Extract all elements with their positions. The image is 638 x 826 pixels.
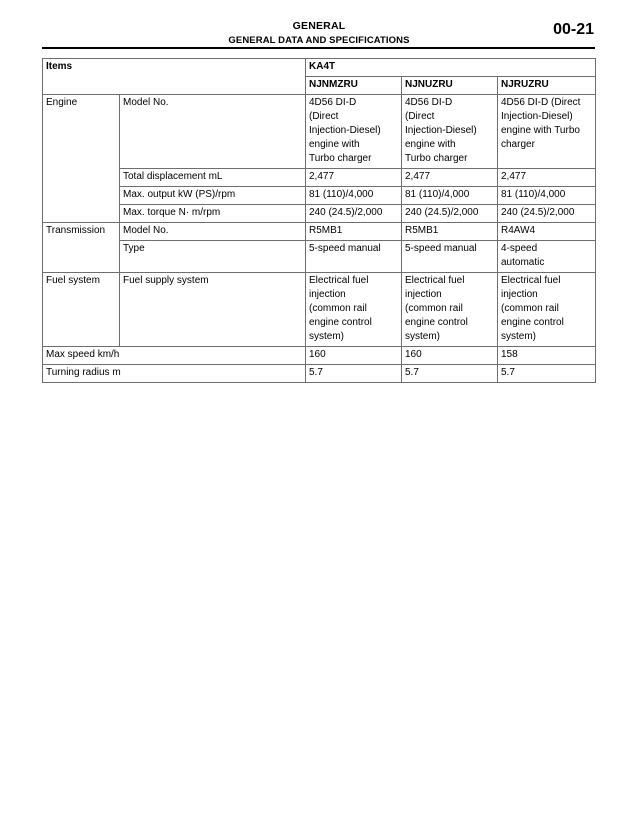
table-cell: 5.7 (402, 365, 498, 383)
table-row (43, 241, 596, 273)
table-cell: 240 (24.5)/2,000 (498, 205, 596, 223)
table-cell: 5.7 (498, 365, 596, 383)
row-label-cell: Max. torque N· m/rpm (120, 205, 306, 223)
table-cell: Electrical fuel injection (common rail engine control system) (498, 273, 596, 347)
table-cell: 160 (306, 347, 402, 365)
table-cell: 5.7 (306, 365, 402, 383)
table-row (43, 365, 596, 383)
table-cell: 240 (24.5)/2,000 (402, 205, 498, 223)
table-cell: 81 (110)/4,000 (306, 187, 402, 205)
page-number: 00-21 (553, 21, 594, 38)
table-cell: 160 (402, 347, 498, 365)
table-row (43, 187, 596, 205)
group-label-cell: Engine (43, 95, 120, 169)
page-subtitle: GENERAL DATA AND SPECIFICATIONS (228, 35, 410, 46)
table-row (43, 169, 596, 187)
group-label-blank (43, 187, 120, 205)
specifications-table (42, 58, 596, 383)
row-label-cell: Fuel supply system (120, 273, 306, 347)
table-cell: 4D56 DI-D (Direct Injection-Diesel) engine with Turbo charger (402, 95, 498, 169)
table-row (43, 95, 596, 169)
row-label-cell: Type (120, 241, 306, 273)
row-label-cell: Model No. (120, 223, 306, 241)
page-header (0, 0, 638, 50)
row-label-cell: Max. output kW (PS)/rpm (120, 187, 306, 205)
group-label-cell: Transmission (43, 223, 120, 241)
group-label-cell: Fuel system (43, 273, 120, 347)
table-row (43, 273, 596, 347)
table-row (43, 205, 596, 223)
group-label-blank (43, 241, 120, 273)
row-label-cell: Turning radius m (43, 365, 306, 383)
table-cell: 81 (110)/4,000 (498, 187, 596, 205)
model-code-header-cell: KA4T (306, 59, 596, 77)
page-section-title: GENERAL (292, 20, 346, 32)
table-cell: 240 (24.5)/2,000 (306, 205, 402, 223)
table-cell: R5MB1 (402, 223, 498, 241)
table-row (43, 347, 596, 365)
table-cell: 5-speed manual (402, 241, 498, 273)
group-label-blank (43, 169, 120, 187)
table-cell: Electrical fuel injection (common rail engine control system) (306, 273, 402, 347)
table-row (43, 223, 596, 241)
table-cell: 2,477 (498, 169, 596, 187)
items-header-blank (43, 77, 306, 95)
variant-header-cell: NJNUZRU (402, 77, 498, 95)
table-cell: Electrical fuel injection (common rail engine control system) (402, 273, 498, 347)
table-header-row (43, 77, 596, 95)
table-cell: 81 (110)/4,000 (402, 187, 498, 205)
group-label-blank (43, 205, 120, 223)
variant-header-cell: NJRUZRU (498, 77, 596, 95)
table-cell: 4D56 DI-D (Direct Injection-Diesel) engine with Turbo charger (306, 95, 402, 169)
row-label-cell: Model No. (120, 95, 306, 169)
table-cell: 4D56 DI-D (Direct Injection-Diesel) engine with Turbo charger (498, 95, 596, 169)
table-cell: 4-speed automatic (498, 241, 596, 273)
row-label-cell: Max speed km/h (43, 347, 306, 365)
items-header-cell: Items (43, 59, 306, 77)
header-divider (42, 47, 595, 49)
table-cell: 158 (498, 347, 596, 365)
variant-header-cell: NJNMZRU (306, 77, 402, 95)
table-cell: 2,477 (402, 169, 498, 187)
table-cell: R5MB1 (306, 223, 402, 241)
row-label-cell: Total displacement mL (120, 169, 306, 187)
table-cell: R4AW4 (498, 223, 596, 241)
table-cell: 5-speed manual (306, 241, 402, 273)
table-cell: 2,477 (306, 169, 402, 187)
table-header-row (43, 59, 596, 77)
